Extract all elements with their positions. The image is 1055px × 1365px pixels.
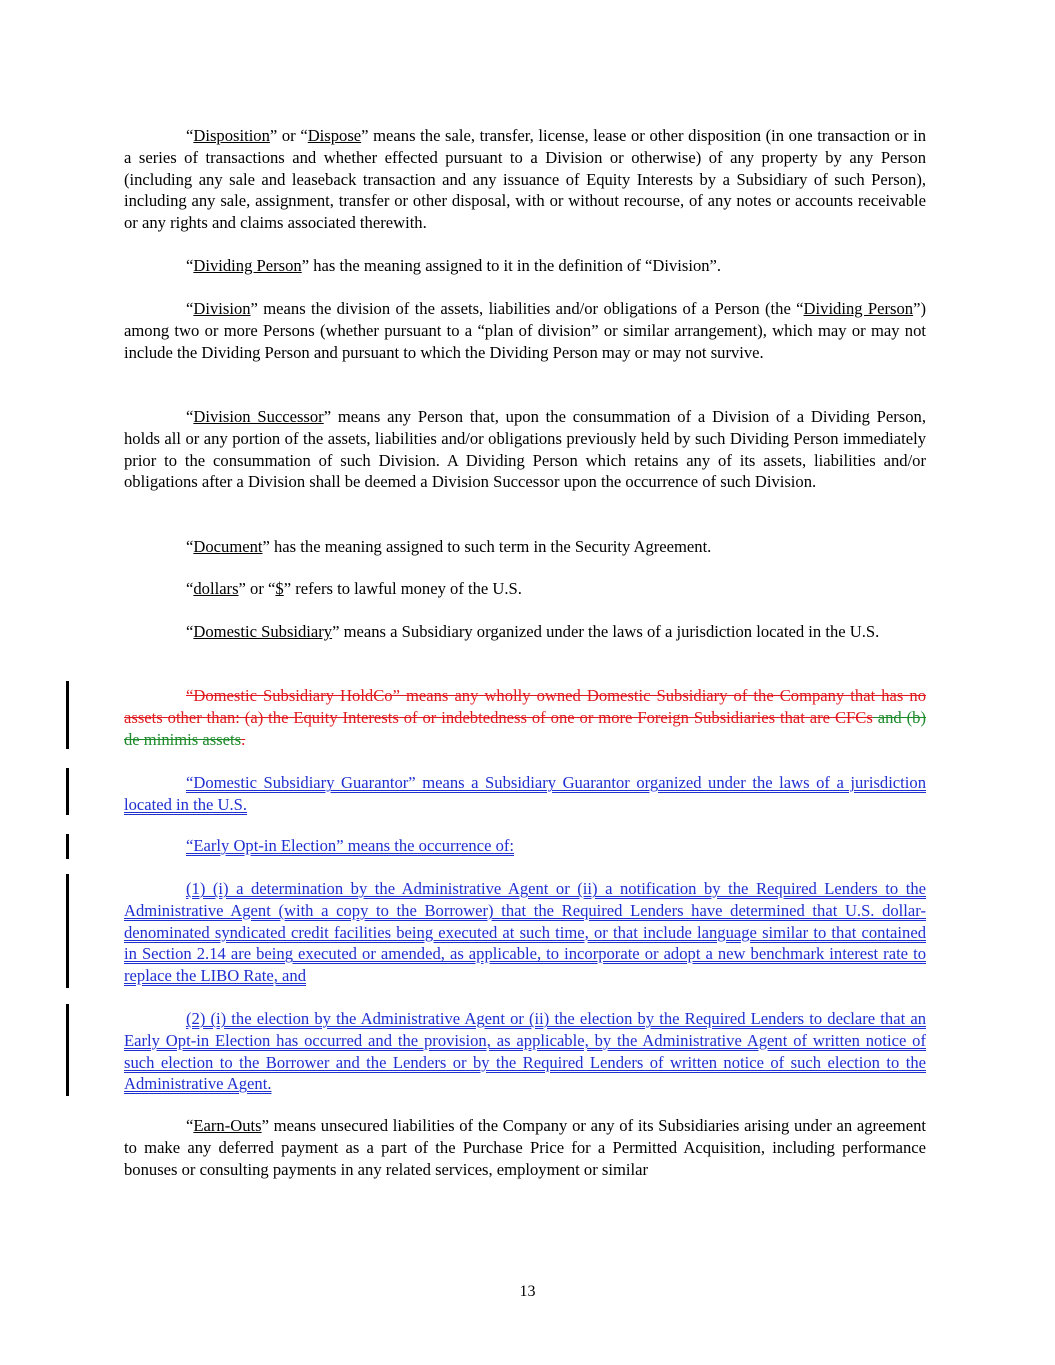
text-run: ” means the division of the assets, liabilities and/or obligations of a Person (the “ [250,299,804,318]
defined-term: $ [275,579,284,598]
text-run: ” means any Person that, upon the consummation of a Division of a Dividing Person, holds all or any portion of the assets, liabilities and/or obligations previously held by such Dividing Person immediately prior to the consummation of such Division. A Dividing Person which retains any of its assets, liabilities and/or obligations after a Division shall be deemed a Division Successor upon the occurrence of such Division. [124,407,927,492]
text-run: ” means the sale, transfer, license, lease or other disposition (in one transaction or in a series of transactions and whether effected pursuant to a Division or otherwise) of any property by any Person (including any sale and leaseback transaction and any issuance of Equity Interests by a Subsidiary of such Person), including any sale, assignment, transfer or other disposal, with or without recourse, of any notes or accounts receivable or any rights and claims associated therewith. [124,126,926,232]
text-run: ”) among two or more Persons (whether pursuant to a “plan of division” or similar arrangement), which may or may not include the Dividing Person and pursuant to which the Dividing Person may or may not survive. [124,299,926,362]
defined-term: Earn-Outs [193,1116,262,1135]
definition-dollars [124,578,926,600]
definition-division [124,298,926,363]
text-run: “ [186,407,194,426]
definition-domestic-subsidiary-holdco-deleted [124,685,926,750]
defined-term: Dividing Person [803,299,914,318]
definition-earn-outs [124,1115,926,1180]
definition-division-successor [124,406,926,493]
deleted-text: “Domestic Subsidiary HoldCo” means any wholly owned Domestic Subsidiary of the Company that has no assets other than: (a) the Equity Interests of or indebtedness of one or more Foreign Subsidiaries that are CFCs [124,686,926,727]
text-run: “ [186,622,194,641]
definition-early-opt-in-election-inserted [124,835,926,857]
definition-disposition [124,125,926,234]
defined-term: Division Successor [193,407,324,426]
change-bar [66,768,69,815]
text-run: “ [186,256,194,275]
text-run: “ [186,579,194,598]
inserted-text: (2) (i) the election by the Administrative Agent or (ii) the election by the Required Lenders to declare that an Early Opt-in Election has occurred and the provision, as applicable, by the Administrative Agent of written notice of such election to the Borrower and the Lenders or by the Required Lenders of written notice of such election to the Administrative Agent. [124,1009,926,1094]
inserted-text: “Early Opt-in Election” means the occurrence of: [186,836,515,855]
text-run: “ [186,537,194,556]
change-bar [66,681,69,749]
defined-term: Document [193,537,263,556]
defined-term: Dividing Person [193,256,302,275]
change-bar [66,1004,69,1096]
definition-domestic-subsidiary [124,621,926,643]
change-bar [66,874,69,988]
inserted-text: “Domestic Subsidiary Guarantor” means a Subsidiary Guarantor organized under the laws of a jurisdiction located in the U.S. [124,773,926,814]
defined-term: Dispose [307,126,362,145]
defined-term: dollars [193,579,239,598]
defined-term: Domestic Subsidiary [193,622,333,641]
definition-document [124,536,926,558]
change-bar [66,834,69,859]
definition-dividing-person [124,255,926,277]
text-run: ” refers to lawful money of the U.S. [283,579,522,598]
page-number: 13 [519,1283,536,1300]
text-run: ” has the meaning assigned to it in the definition of “Division”. [301,256,722,275]
definition-domestic-subsidiary-guarantor-inserted [124,772,926,816]
moved-deleted-text: and (b) de minimis assets [124,707,926,749]
defined-term: Disposition [193,126,270,145]
text-run: “ [186,299,194,318]
text-run: ” has the meaning assigned to such term in the Security Agreement. [262,537,712,556]
text-run: ” means unsecured liabilities of the Company or any of its Subsidiaries arising under an agreement to make any deferred payment as a part of the Purchase Price for a Permitted Acquisition, including performance bonuses or consulting payments in any related services, employment or similar [124,1116,926,1179]
text-run: “ [186,1116,194,1135]
text-run: “ [186,126,194,145]
text-run: ” or “ [269,126,308,145]
text-run: ” or “ [238,579,276,598]
text-run: ” means a Subsidiary organized under the laws of a jurisdiction located in the U.S. [332,622,880,641]
deleted-text: . [241,729,246,749]
clause-1-inserted [124,878,926,987]
defined-term: Division [193,299,251,318]
inserted-text: (1) (i) a determination by the Administrative Agent or (ii) a notification by the Required Lenders to the Administrative Agent (with a copy to the Borrower) that the Required Lenders have determined that U.S. dollar-denominated syndicated credit facilities being executed at such time, or that include language similar to that contained in Section 2.14 are being executed or amended, as applicable, to incorporate or adopt a new benchmark interest rate to replace the LIBO Rate, and [124,879,926,985]
clause-2-inserted [124,1008,926,1095]
